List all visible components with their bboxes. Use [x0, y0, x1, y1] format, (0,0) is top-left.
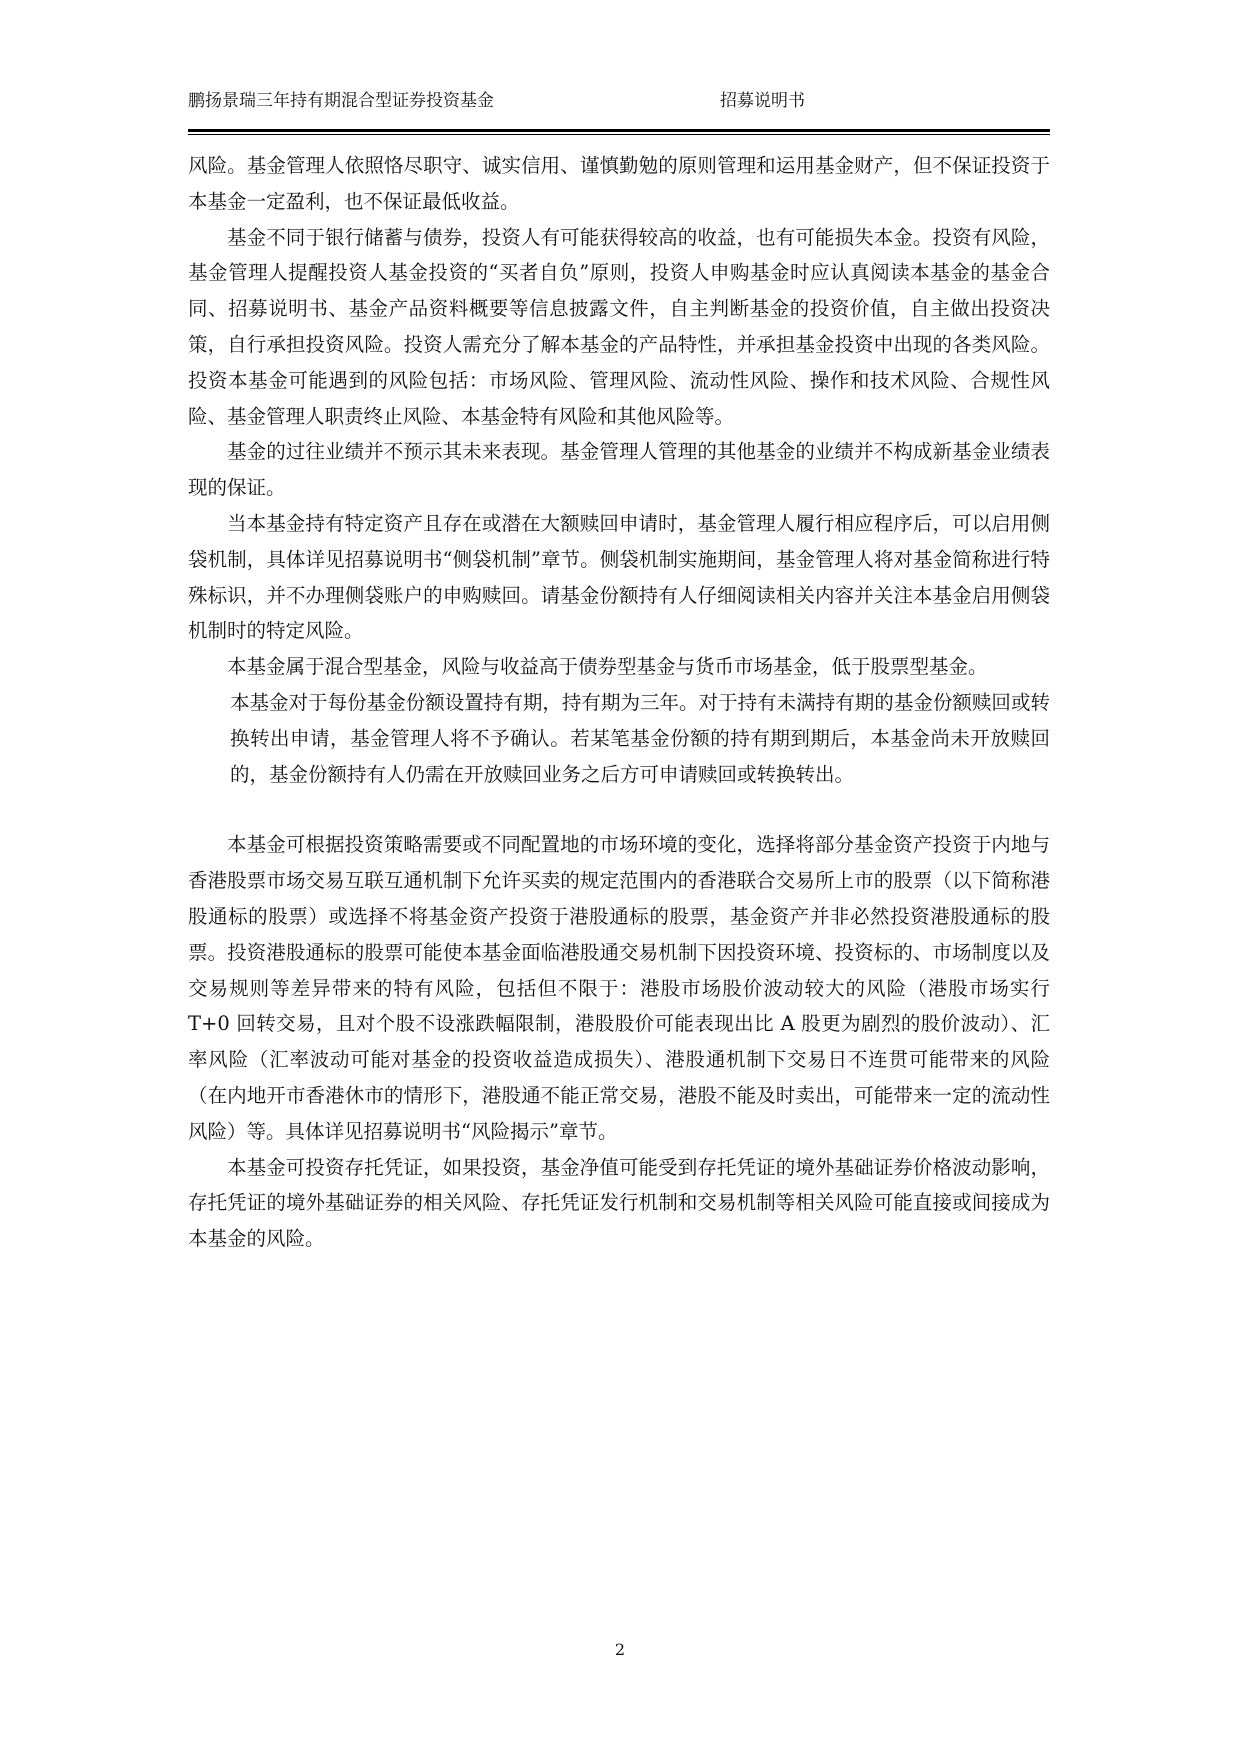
paragraph-risk-notice: 基金不同于银行储蓄与债券，投资人有可能获得较高的收益，也有可能损失本金。投资有风险，基金管理人提醒投资人基金投资的“买者自负”原则，投资人申购基金时应认真阅读本基金的基金合同、招募说明书、基金产品资料概要等信息披露文件，自主判断基金的投资价值，自主做出投资决策，自行承担投资风险。投资人需充分了解本基金的产品特性，并承担基金投资中出现的各类风险。投资本基金可能遇到的风险包括：市场风险、管理风险、流动性风险、操作和技术风险、合规性风险、基金管理人职责终止风险、本基金特有风险和其他风险等。	[188, 225, 1050, 428]
paragraph-continued: 风险。基金管理人依照恪尽职守、诚实信用、谨慎勤勉的原则管理和运用基金财产，但不保证投资于本基金一定盈利，也不保证最低收益。	[188, 154, 1050, 213]
paragraph-fund-type: 本基金属于混合型基金，风险与收益高于债券型基金与货币市场基金，低于股票型基金。	[227, 655, 988, 679]
page-number: 2	[614, 1640, 626, 1659]
document-body	[188, 148, 1050, 1257]
header-rule-thick	[188, 129, 1050, 132]
paragraph-depositary-receipts: 本基金可投资存托凭证，如果投资，基金净值可能受到存托凭证的境外基础证券价格波动影响，存托凭证的境外基础证券的相关风险、存托凭证发行机制和交易机制等相关风险可能直接或间接成为本基金的风险。	[188, 1155, 1050, 1251]
paragraph-holding-period: 本基金对于每份基金份额设置持有期，持有期为三年。对于持有未满持有期的基金份额赎回或转换转出申请，基金管理人将不予确认。若某笔基金份额的持有期到期后，本基金尚未开放赎回的，基金份额持有人仍需在开放赎回业务之后方可申请赎回或转换转出。	[230, 690, 1050, 786]
paragraph-side-pocket: 当本基金持有特定资产且存在或潜在大额赎回申请时，基金管理人履行相应程序后，可以启用侧袋机制，具体详见招募说明书“侧袋机制”章节。侧袋机制实施期间，基金管理人将对基金简称进行特殊标识，并不办理侧袋账户的申购赎回。请基金份额持有人仔细阅读相关内容并关注本基金启用侧袋机制时的特定风险。	[188, 511, 1050, 643]
paragraph-past-performance: 基金的过往业绩并不预示其未来表现。基金管理人管理的其他基金的业绩并不构成新基金业绩表现的保证。	[188, 440, 1050, 500]
header-fund-name: 鹏扬景瑞三年持有期混合型证券投资基金	[188, 91, 494, 111]
paragraph-hk-stock-connect: 本基金可根据投资策略需要或不同配置地的市场环境的变化，选择将部分基金资产投资于内地与香港股票市场交易互联互通机制下允许买卖的规定范围内的香港联合交易所上市的股票（以下简称港股通标的股票）或选择不将基金资产投资于港股通标的股票，基金资产并非必然投资港股通标的股票。投资港股通标的股票可能使本基金面临港股通交易机制下因投资环境、投资标的、市场制度以及交易规则等差异带来的特有风险，包括但不限于：港股市场股价波动较大的风险（港股市场实行 T+0 回转交易，且对个股不设涨跌幅限制，港股股价可能表现出比 A 股更为剧烈的股价波动）、汇率风险（汇率波动可能对基金的投资收益造成损失）、港股通机制下交易日不连贯可能带来的风险（在内地开市香港休市的情形下，港股通不能正常交易，港股不能及时卖出，可能带来一定的流动性风险）等。具体详见招募说明书“风险揭示”章节。	[188, 833, 1050, 1143]
header-rule-thin	[188, 134, 1050, 135]
header-doc-type: 招募说明书	[720, 91, 805, 111]
page-header	[188, 86, 1050, 116]
